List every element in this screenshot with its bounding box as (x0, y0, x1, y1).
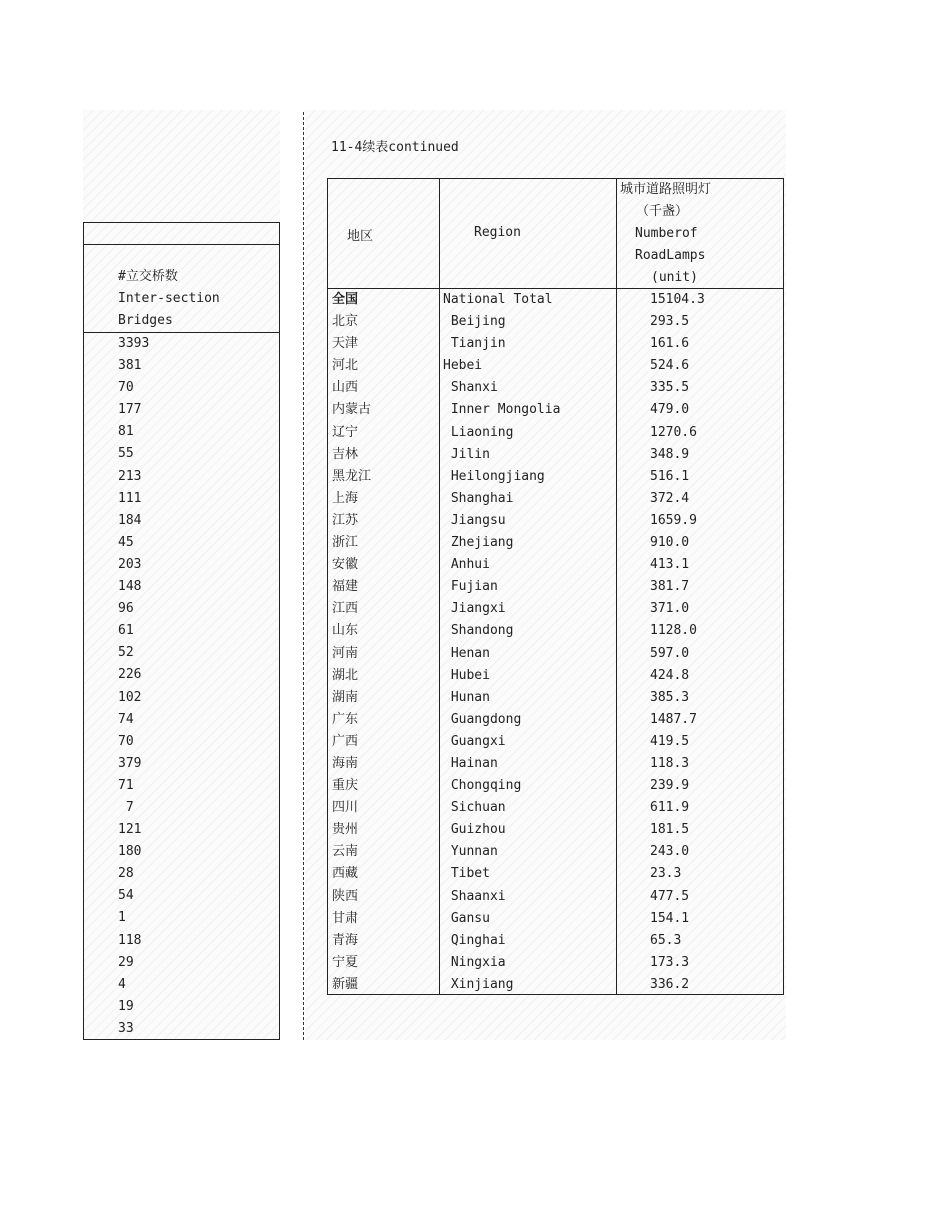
table-cell-road-lamps: 419.5 (650, 733, 690, 749)
table-row (328, 576, 784, 598)
table-cell-bridges: 184 (118, 512, 142, 528)
table-cell-road-lamps: 336.2 (650, 976, 690, 992)
table-cell-region-cn: 辽宁 (332, 424, 359, 440)
table-cell-bridges: 379 (118, 755, 142, 771)
table-cell-road-lamps: 15104.3 (650, 292, 705, 307)
table-cell-region-en: Anhui (443, 557, 490, 573)
table-cell-bridges: 54 (118, 888, 134, 904)
table-row (328, 908, 784, 930)
left-table-header (118, 266, 220, 332)
table-row (328, 819, 784, 841)
table-row (328, 709, 784, 731)
table-cell-region-cn: 天津 (332, 336, 359, 352)
table-cell-region-en: Hainan (443, 755, 498, 771)
table-cell-region-en: Tianjin (443, 336, 506, 352)
table-cell-road-lamps: 372.4 (650, 490, 690, 506)
table-cell-road-lamps: 611.9 (650, 800, 690, 816)
table-cell-road-lamps: 154.1 (650, 910, 690, 926)
column-header-region-en: Region (474, 225, 521, 240)
table-cell-road-lamps: 910.0 (650, 535, 690, 551)
left-page-background (83, 110, 280, 1040)
table-row (328, 554, 784, 576)
table-cell-region-en: Chongqing (443, 778, 522, 794)
table-row (328, 775, 784, 797)
header-line: 城市道路照明灯 (620, 182, 712, 197)
table-cell-road-lamps: 65.3 (650, 932, 682, 948)
table-cell-region-cn: 湖北 (332, 667, 359, 683)
table-cell-bridges: 118 (118, 932, 142, 948)
table-cell-region-cn: 内蒙古 (332, 402, 372, 418)
table-row (328, 444, 784, 466)
table-cell-bridges: 111 (118, 490, 142, 506)
table-cell-region-en: Hunan (443, 689, 490, 705)
table-cell-bridges: 203 (118, 556, 142, 572)
table-cell-bridges: 71 (118, 777, 134, 793)
left-table-values (118, 333, 149, 1040)
table-cell-region-cn: 青海 (332, 932, 359, 948)
table-cell-road-lamps: 161.6 (650, 336, 690, 352)
table-row (328, 841, 784, 863)
table-cell-region-cn: 江西 (332, 601, 359, 617)
table-cell-bridges: 180 (118, 844, 142, 860)
header-line: RoadLamps (635, 248, 706, 263)
table-cell-region-en: Hubei (443, 667, 490, 683)
table-cell-region-en: Heilongjiang (443, 468, 545, 484)
header-line: （千盏） (636, 204, 689, 219)
table-cell-region-en: Shandong (443, 623, 514, 639)
table-row (328, 687, 784, 709)
table-cell-region-cn: 江苏 (332, 512, 359, 528)
table-cell-region-cn: 山东 (332, 623, 359, 639)
table-cell-bridges: 381 (118, 358, 142, 374)
table-cell-road-lamps: 1128.0 (650, 623, 697, 639)
table-cell-road-lamps: 479.0 (650, 402, 690, 418)
table-cell-region-cn: 山西 (332, 380, 359, 396)
table-cell-bridges: 177 (118, 402, 142, 418)
table-cell-bridges: 19 (118, 998, 134, 1014)
table-cell-road-lamps: 335.5 (650, 380, 690, 396)
table-cell-bridges: 55 (118, 446, 134, 462)
table-cell-road-lamps: 424.8 (650, 667, 690, 683)
table-caption: 11-4续表continued (331, 140, 459, 155)
table-row (328, 355, 784, 377)
table-cell-region-cn: 福建 (332, 579, 359, 595)
table-cell-region-cn: 云南 (332, 844, 359, 860)
table-cell-bridges: 148 (118, 579, 142, 595)
table-cell-bridges: 226 (118, 667, 142, 683)
table-cell-region-cn: 新疆 (332, 976, 359, 992)
table-cell-region-en: Beijing (443, 314, 506, 330)
table-cell-bridges: 213 (118, 468, 142, 484)
table-cell-region-cn: 陕西 (332, 888, 359, 904)
table-cell-region-en: Qinghai (443, 932, 506, 948)
table-cell-road-lamps: 1659.9 (650, 512, 697, 528)
table-cell-road-lamps: 516.1 (650, 468, 690, 484)
table-cell-region-cn: 安徽 (332, 557, 359, 573)
left-table-header-bottom-border (83, 332, 279, 333)
table-cell-bridges: 70 (118, 733, 134, 749)
table-row (328, 333, 784, 355)
table-cell-road-lamps: 1270.6 (650, 424, 697, 440)
table-cell-region-cn: 甘肃 (332, 910, 359, 926)
column-header-road-lamps (618, 179, 784, 289)
table-cell-region-en: Inner Mongolia (443, 402, 561, 418)
column-header-region-cn: 地区 (347, 229, 374, 244)
table-cell-bridges: 81 (118, 424, 134, 440)
table-cell-region-cn: 贵州 (332, 822, 359, 838)
table-cell-region-cn: 黑龙江 (332, 468, 372, 484)
table-cell-region-cn: 全国 (332, 292, 359, 307)
table-cell-region-en: Jiangsu (443, 512, 506, 528)
header-line: (unit) (651, 270, 698, 285)
table-cell-region-en: Guizhou (443, 822, 506, 838)
table-cell-bridges: 70 (118, 380, 134, 396)
table-cell-region-en: Gansu (443, 910, 490, 926)
table-row (328, 377, 784, 399)
table-cell-region-cn: 宁夏 (332, 954, 359, 970)
table-row (328, 930, 784, 952)
table-cell-region-cn: 西藏 (332, 866, 359, 882)
table-cell-region-en: Shanghai (443, 490, 514, 506)
table-cell-region-en: Jilin (443, 446, 490, 462)
table-cell-region-cn: 广西 (332, 733, 359, 749)
table-cell-region-en: Guangdong (443, 711, 522, 727)
table-cell-region-en: Liaoning (443, 424, 514, 440)
table-row (328, 289, 784, 311)
table-cell-region-en: Zhejiang (443, 535, 514, 551)
table-cell-road-lamps: 23.3 (650, 866, 682, 882)
header-line: Bridges (118, 313, 173, 328)
table-row (328, 731, 784, 753)
table-cell-road-lamps: 118.3 (650, 755, 690, 771)
table-cell-region-cn: 海南 (332, 755, 359, 771)
table-cell-region-en: Sichuan (443, 800, 506, 816)
table-cell-region-en: Guangxi (443, 733, 506, 749)
table-cell-road-lamps: 371.0 (650, 601, 690, 617)
table-cell-region-en: Xinjiang (443, 976, 514, 992)
table-row (328, 399, 784, 421)
table-cell-region-en: Jiangxi (443, 601, 506, 617)
table-cell-bridges: 121 (118, 822, 142, 838)
page-break-divider (303, 112, 304, 1040)
table-cell-region-cn: 浙江 (332, 535, 359, 551)
table-cell-region-en: Fujian (443, 579, 498, 595)
table-cell-region-en: Shanxi (443, 380, 498, 396)
table-cell-road-lamps: 385.3 (650, 689, 690, 705)
table-row (328, 488, 784, 510)
table-cell-bridges: 28 (118, 866, 134, 882)
table-cell-region-en: Ningxia (443, 954, 506, 970)
table-cell-bridges: 96 (118, 601, 134, 617)
table-cell-bridges: 4 (118, 976, 126, 992)
left-table-bottom-border (83, 1039, 279, 1040)
table-row (328, 620, 784, 642)
table-cell-bridges: 3393 (118, 336, 150, 351)
table-cell-road-lamps: 381.7 (650, 579, 690, 595)
table-cell-bridges: 52 (118, 645, 134, 661)
table-cell-region-en: Hebei (443, 358, 483, 374)
table-row (328, 952, 784, 974)
table-cell-region-en: Tibet (443, 866, 490, 882)
table-row (328, 974, 784, 996)
table-cell-road-lamps: 1487.7 (650, 711, 697, 727)
table-row (328, 797, 784, 819)
table-row (328, 422, 784, 444)
table-cell-region-cn: 重庆 (332, 778, 359, 794)
table-row (328, 311, 784, 333)
table-row (328, 510, 784, 532)
table-cell-region-cn: 河南 (332, 645, 359, 661)
left-table-header-border (83, 244, 279, 245)
table-cell-road-lamps: 348.9 (650, 446, 690, 462)
table-row (328, 643, 784, 665)
table-cell-region-cn: 广东 (332, 711, 359, 727)
table-row (328, 532, 784, 554)
table-cell-region-cn: 吉林 (332, 446, 359, 462)
header-line: Numberof (635, 226, 698, 241)
table-cell-bridges: 74 (118, 711, 134, 727)
table-cell-bridges: 33 (118, 1020, 134, 1036)
left-table-right-border (279, 222, 280, 1040)
table-row (328, 886, 784, 908)
left-table-top-border (83, 222, 279, 223)
table-cell-bridges: 102 (118, 689, 142, 705)
table-cell-region-en: Yunnan (443, 844, 498, 860)
table-row (328, 863, 784, 885)
table-cell-road-lamps: 293.5 (650, 314, 690, 330)
table-cell-region-en: Henan (443, 645, 490, 661)
table-row (328, 466, 784, 488)
table-cell-road-lamps: 181.5 (650, 822, 690, 838)
table-cell-bridges: 45 (118, 534, 134, 550)
table-cell-bridges: 29 (118, 954, 134, 970)
table-cell-region-cn: 上海 (332, 490, 359, 506)
table-row (328, 598, 784, 620)
table-cell-road-lamps: 524.6 (650, 358, 690, 374)
table-cell-road-lamps: 413.1 (650, 557, 690, 573)
table-cell-road-lamps: 477.5 (650, 888, 690, 904)
table-cell-region-en: Shaanxi (443, 888, 506, 904)
table-cell-bridges: 61 (118, 623, 134, 639)
table-cell-road-lamps: 239.9 (650, 778, 690, 794)
table-cell-region-cn: 四川 (332, 800, 359, 816)
right-table-body (328, 289, 784, 996)
table-cell-road-lamps: 173.3 (650, 954, 690, 970)
table-cell-region-cn: 北京 (332, 314, 359, 330)
table-cell-road-lamps: 243.0 (650, 844, 690, 860)
header-line: Inter-section (118, 291, 220, 306)
table-cell-region-en: National Total (443, 292, 553, 307)
table-cell-region-cn: 湖南 (332, 689, 359, 705)
table-cell-bridges: 1 (118, 910, 126, 926)
table-cell-bridges: 7 (118, 799, 134, 815)
table-cell-region-cn: 河北 (332, 358, 359, 374)
table-row (328, 665, 784, 687)
table-cell-road-lamps: 597.0 (650, 645, 690, 661)
table-row (328, 753, 784, 775)
left-table-left-border (83, 222, 84, 1040)
header-line: #立交桥数 (118, 269, 178, 284)
